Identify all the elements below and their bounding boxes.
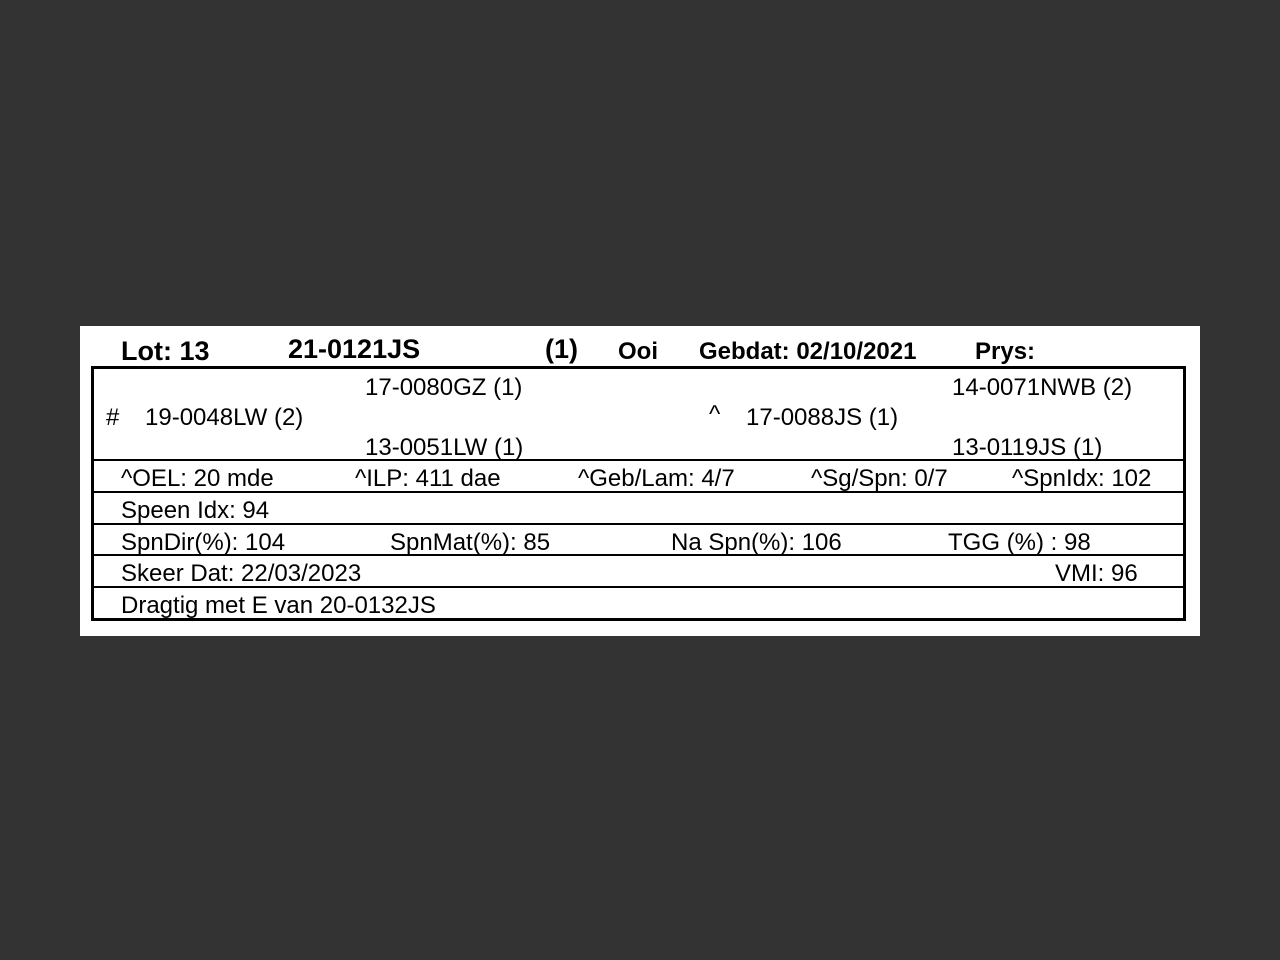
row-divider: [94, 586, 1183, 588]
row-divider: [94, 459, 1183, 461]
dam-marker: ^: [709, 401, 721, 428]
details-table: [91, 366, 1186, 621]
lot-number: Lot: 13: [121, 336, 210, 366]
row-divider: [94, 554, 1183, 556]
sire-marker: #: [106, 404, 120, 431]
sire-sire: 17-0080GZ (1): [365, 374, 523, 401]
row-divider: [94, 491, 1183, 493]
speen-index: Speen Idx: 94: [121, 497, 270, 524]
animal-count: (1): [545, 334, 578, 364]
dam: 17-0088JS (1): [746, 404, 899, 431]
dam-sire: 14-0071NWB (2): [952, 374, 1133, 401]
vmi-stat: VMI: 96: [1055, 560, 1138, 587]
pregnancy-note: Dragtig met E van 20-0132JS: [121, 592, 436, 619]
animal-sex: Ooi: [618, 338, 658, 365]
price-label: Prys:: [975, 338, 1036, 365]
animal-id: 21-0121JS: [288, 334, 421, 364]
sire-dam: 13-0051LW (1): [365, 434, 524, 461]
auction-lot-card: [80, 326, 1200, 636]
row-divider: [94, 523, 1183, 525]
na-spn-stat: Na Spn(%): 106: [671, 529, 842, 556]
ilp-stat: ^ILP: 411 dae: [355, 465, 501, 492]
sg-spn-stat: ^Sg/Spn: 0/7: [811, 465, 948, 492]
spndir-stat: SpnDir(%): 104: [121, 529, 286, 556]
spnidx-stat: ^SpnIdx: 102: [1012, 465, 1152, 492]
sire: 19-0048LW (2): [145, 404, 304, 431]
birth-date: Gebdat: 02/10/2021: [699, 338, 917, 365]
spnmat-stat: SpnMat(%): 85: [390, 529, 551, 556]
dam-dam: 13-0119JS (1): [952, 434, 1103, 461]
geb-lam-stat: ^Geb/Lam: 4/7: [578, 465, 735, 492]
shear-date: Skeer Dat: 22/03/2023: [121, 560, 362, 587]
oel-stat: ^OEL: 20 mde: [121, 465, 274, 492]
tgg-stat: TGG (%) : 98: [948, 529, 1091, 556]
